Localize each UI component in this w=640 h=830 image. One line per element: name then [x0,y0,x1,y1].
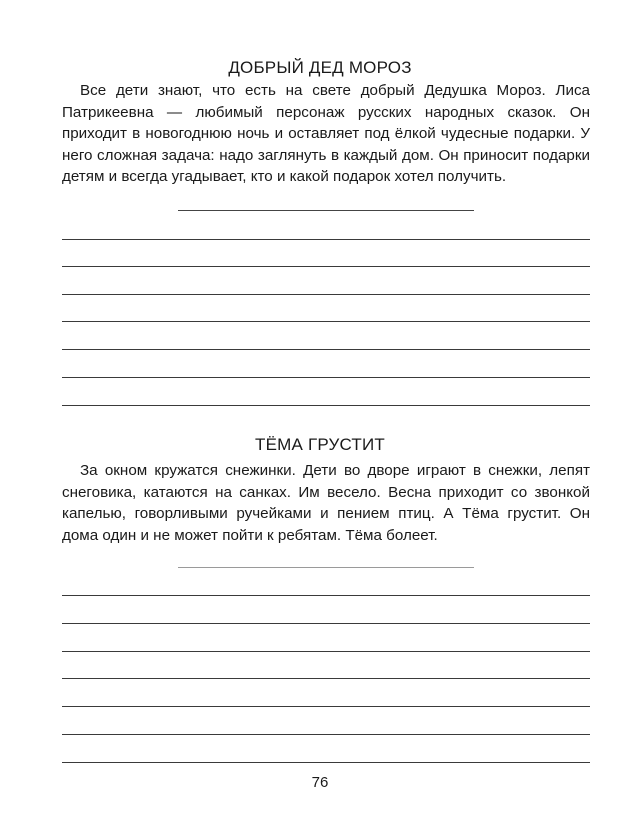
writing-line [62,734,590,735]
writing-line [62,405,590,406]
exercise-text: Все дети знают, что есть на свете добрый Дедушка Мороз. Лиса Патрикеевна — любимый персонаж русских народных сказок. Он приходит в новогоднюю ночь и оставляет под ёлкой чудесные подарки. У него сложная задача: надо заглянуть в каждый дом. Он приносит подарки детям и всегда угадывает, кто и какой подарок хотел получить. [62,82,590,185]
writing-line [62,623,590,624]
page-number: 76 [311,774,329,791]
writing-line [62,762,590,763]
writing-line [62,595,590,596]
writing-line [62,294,590,295]
writing-line [62,239,590,240]
writing-line [62,266,590,267]
writing-line [62,706,590,707]
exercise-title: ДОБРЫЙ ДЕД МОРОЗ [228,58,412,77]
title-answer-line [178,210,474,211]
writing-line [62,678,590,679]
exercise-text: За окном кружатся снежинки. Дети во дворе играют в снежки, лепят снеговика, катаются на санках. Им весело. Весна приходит со звонкой капелью, говорливыми ручейками и пением птиц. А Тёма грустит. Он дома один и не может пойти к ребятам. Тёма болеет. [62,462,590,544]
writing-line [62,321,590,322]
writing-line [62,349,590,350]
writing-line [62,377,590,378]
writing-line [62,651,590,652]
exercise-title: ТЁМА ГРУСТИТ [254,435,386,454]
title-answer-line [178,567,474,568]
